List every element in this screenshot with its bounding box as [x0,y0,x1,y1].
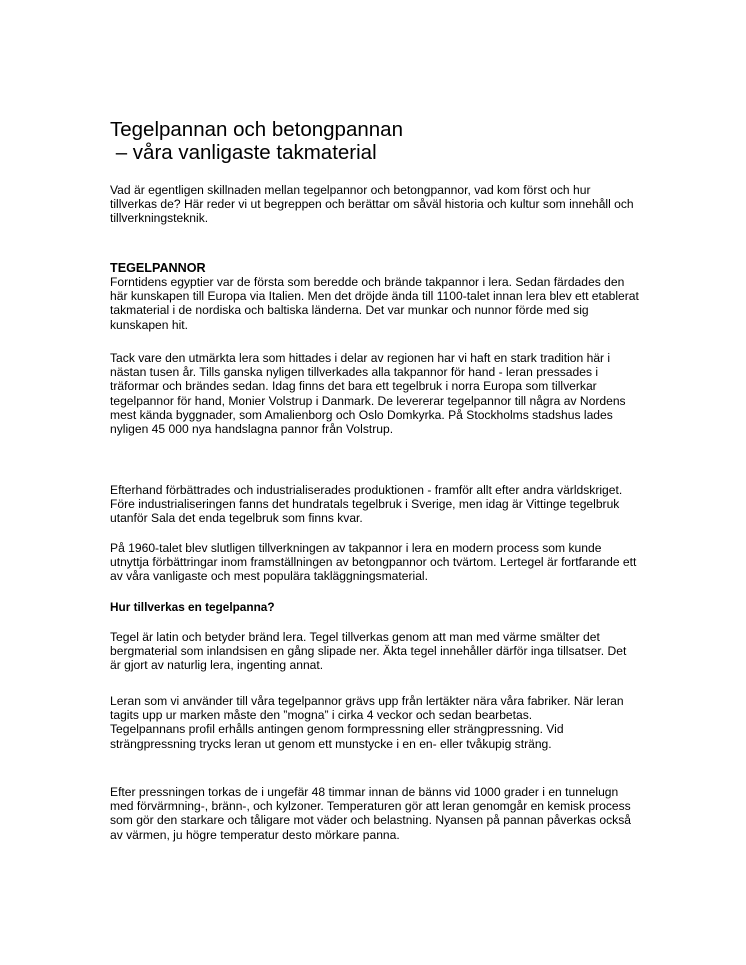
section1-paragraph-1: Forntidens egyptier var de första som beredde och brände takpannor i lera. Sedan färdades den här kunskapen till Europa via Italien. Men det dröjde ända till 1100-talet innan lera blev ett etablerat takmaterial i de nordiska och baltiska länderna. Det var munkar och nunnor förde med sig kunskapen hit. [110,275,639,332]
section-tegelpannor [110,261,640,332]
section1-paragraph-2: Tack vare den utmärkta lera som hittades i delar av regionen har vi haft en stark tradition här i nästan tusen år. Tills ganska nyligen tillverkades alla takpannor för hand - leran pressades i träformar och brändes sedan. Idag finns det bara ett tegelbruk i norra Europa som tillverkar tegelpannor för hand, Monier Volstrup i Danmark. De levererar tegelpannor till några av Nordens mest kända byggnader, som Amalienborg och Oslo Domkyrka. På Stockholms stadshus lades nyligen 45 000 nya handslagna pannor från Volstrup. [110,351,626,437]
intro-paragraph: Vad är egentligen skillnaden mellan tegelpannor och betongpannor, vad kom först och hur tillverkas de? Här reder vi ut begreppen och berättar om såväl historia och kultur som innehåll och tillverkningsteknik. [110,183,634,226]
section2-paragraph-1-block [110,630,640,673]
section2-paragraph-3: Efter pressningen torkas de i ungefär 48 timmar innan de bänns vid 1000 grader i en tunnelugn med förvärmning-, bränn-, och kylzoner. Temperaturen gör att leran genomgår en kemisk process som gör den starkare och tåligare mot väder och belastning. Nyansen på pannan påverkas också av värmen, ju högre temperatur desto mörkare panna. [110,785,632,842]
page-title [110,119,640,164]
sub-heading-hur-tillverkas: Hur tillverkas en tegelpanna? [110,600,275,614]
section2-paragraph-3-block [110,785,640,842]
title-line-1: Tegelpannan och betongpannan [110,118,403,141]
title-line-2: – våra vanligaste takmaterial [110,140,377,164]
section1-paragraph-2-block [110,351,640,436]
section-heading-tegelpannor: TEGELPANNOR [110,261,206,275]
section2-paragraph-2-block [110,694,640,751]
section1-paragraph-3-block [110,483,640,526]
section-hur-tillverkas [110,600,640,614]
section2-paragraph-2b: Tegelpannans profil erhålls antingen genom formpressning eller strängpressning. Vid strängpressning trycks leran ut genom ett munstycke i en en- eller tvåkupig sträng. [110,722,564,751]
section2-paragraph-2a: Leran som vi använder till våra tegelpannor grävs upp från lertäkter nära våra fabriker. När leran tagits upp ur marken måste den ”mogna” i cirka 4 veckor och sedan bearbetas. [110,694,624,723]
section1-paragraph-3: Efterhand förbättrades och industrialiserades produktionen - framför allt efter andra världskriget. Före industrialiseringen fanns det hundratals tegelbruk i Sverige, men idag är Vittinge tegelbruk utanför Sala det enda tegelbruk som finns kvar. [110,483,623,526]
section1-paragraph-4: På 1960-talet blev slutligen tillverkningen av takpannor i lera en modern process som kunde utnyttja förbättringar inom framställningen av betongpannor och tvärtom. Lertegel är fortfarande ett av våra vanligaste och mest populära takläggningsmaterial. [110,541,637,584]
intro-block [110,183,640,226]
section2-paragraph-1: Tegel är latin och betyder bränd lera. Tegel tillverkas genom att man med värme smälter det bergmaterial som inlandsisen en gång slipade ner. Äkta tegel innehåller därför inga tillsatser. Det är gjort av naturlig lera, ingenting annat. [110,630,627,673]
section1-paragraph-4-block [110,541,640,584]
